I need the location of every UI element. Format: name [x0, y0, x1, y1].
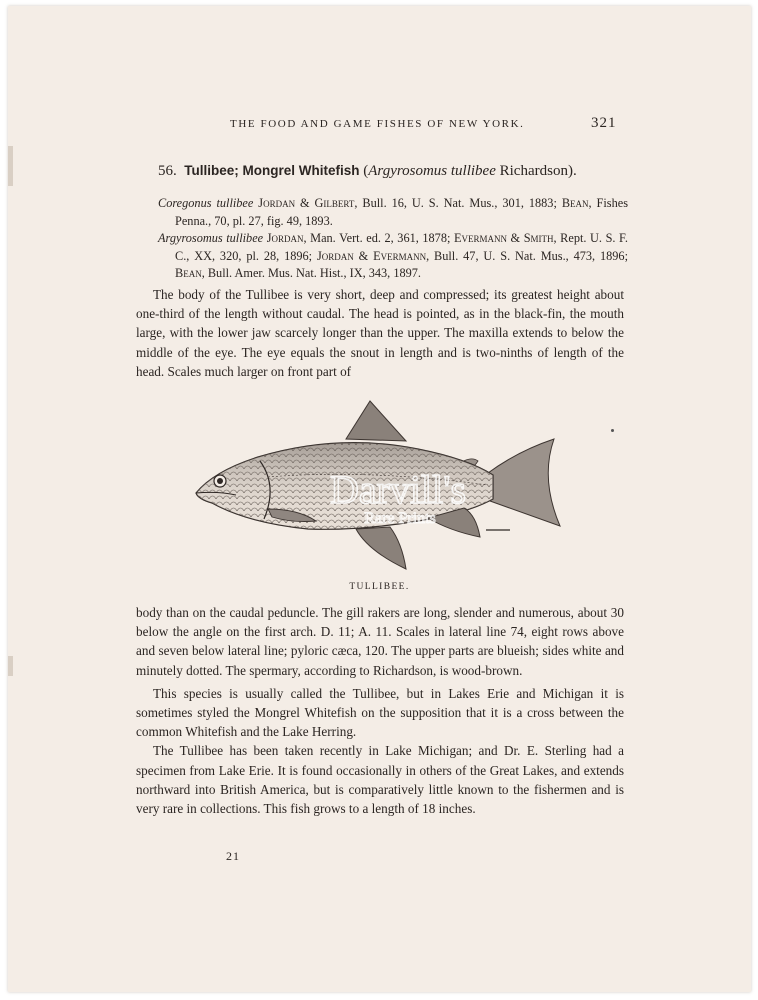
synonymy — [158, 195, 628, 283]
watermark-logo: Darvill's — [329, 467, 467, 512]
synonym-reference: , Bull. 16, U. S. Nat. Mus., 301, 1883; — [354, 196, 562, 210]
caudal-fin — [488, 439, 560, 526]
figure-caption: TULLIBEE. — [349, 582, 410, 592]
page-edge-wear — [8, 146, 13, 186]
paragraph-distribution: The Tullibee has been taken recently in Lake Michigan; and Dr. E. Sterling had a specimen from Lake Erie. It is found occasionally in others of the Great Lakes, and extends northward into British America, but is comparatively little known to the fishermen and is very rare in collections. This fish grows to a length of 18 inches. — [136, 743, 624, 817]
synonym-author: Evermann & Smith — [453, 231, 554, 245]
synonymy-entry — [158, 230, 628, 283]
synonym-reference: , Rept. U. S. F. C., XX, 320, pl. 28, 1896; — [175, 231, 628, 263]
ink-speck — [611, 429, 614, 432]
signature-mark: 21 — [226, 849, 240, 863]
fish-pupil — [217, 478, 223, 484]
species-scientific-name: Argyrosomus tullibee — [368, 163, 496, 179]
synonym-author: Jordan & Gilbert — [258, 196, 355, 210]
paragraph-description-continued: body than on the caudal peduncle. The gill rakers are long, slender and numerous, about 30 below the angle on the first arch. D. 11; A. 11. Scales in lateral line 74, eight rows above and seven below lateral line; pyloric cæca, 120. The upper parts are blueish; sides white and minutely dotted. The spermary, according to Richardson, is wood-brown. — [136, 605, 624, 678]
synonymy-entry — [158, 195, 628, 230]
book-page — [8, 6, 751, 992]
synonym-author: Jordan — [266, 231, 304, 245]
species-number: 56. — [158, 163, 177, 179]
page-edge-wear — [8, 656, 13, 676]
synonym-author: Bean — [175, 266, 202, 280]
watermark-subtitle: Rare Prints — [364, 510, 436, 527]
species-authority: Richardson — [499, 163, 568, 179]
dorsal-fin — [346, 401, 406, 441]
page-number: 321 — [591, 115, 617, 131]
synonym-author: Bean — [561, 196, 589, 210]
synonym-name: Coregonus tullibee — [158, 196, 254, 210]
paragraph-description: The body of the Tullibee is very short, deep and compressed; its greatest height about one-third of the length without caudal. The head is pointed, as in the black-fin, the mouth large, with the lower jaw scarcely longer than the upper. The maxilla extends to below the middle of the eye. The eye equals the snout in length and is two-ninths of length of the head. Scales much larger on front part of — [136, 287, 624, 379]
pelvic-fin — [356, 527, 406, 569]
synonym-author: Jordan & Evermann — [316, 248, 427, 263]
synonym-reference: , Bull. 47, U. S. Nat. Mus., 473, 1896; — [426, 248, 629, 263]
running-head-title: THE FOOD AND GAME FISHES OF NEW YORK. — [230, 118, 525, 130]
synonym-reference: , Bull. Amer. Mus. Nat. Hist., IX, 343, 1897. — [201, 266, 421, 280]
synonym-reference: , Fishes Penna., 70, pl. 27, fig. 49, 1893. — [175, 196, 628, 228]
body-text-top — [136, 285, 624, 381]
synonym-name: Argyrosomus tullibee — [158, 231, 264, 245]
paragraph-names: This species is usually called the Tullibee, but in Lakes Erie and Michigan it is sometimes styled the Mongrel Whitefish on the supposition that it is a cross between the common Whitefish and the Lake Herring. — [136, 685, 624, 740]
species-heading: 56. Tullibee; Mongrel Whitefish (Argyrosomus tullibee Richardson). — [158, 163, 577, 179]
species-common-name: Tullibee; Mongrel Whitefish — [184, 163, 360, 178]
synonym-reference: , Man. Vert. ed. 2, 361, 1878; — [303, 231, 454, 245]
body-text-bottom — [136, 603, 624, 818]
tullibee-illustration — [188, 391, 588, 586]
